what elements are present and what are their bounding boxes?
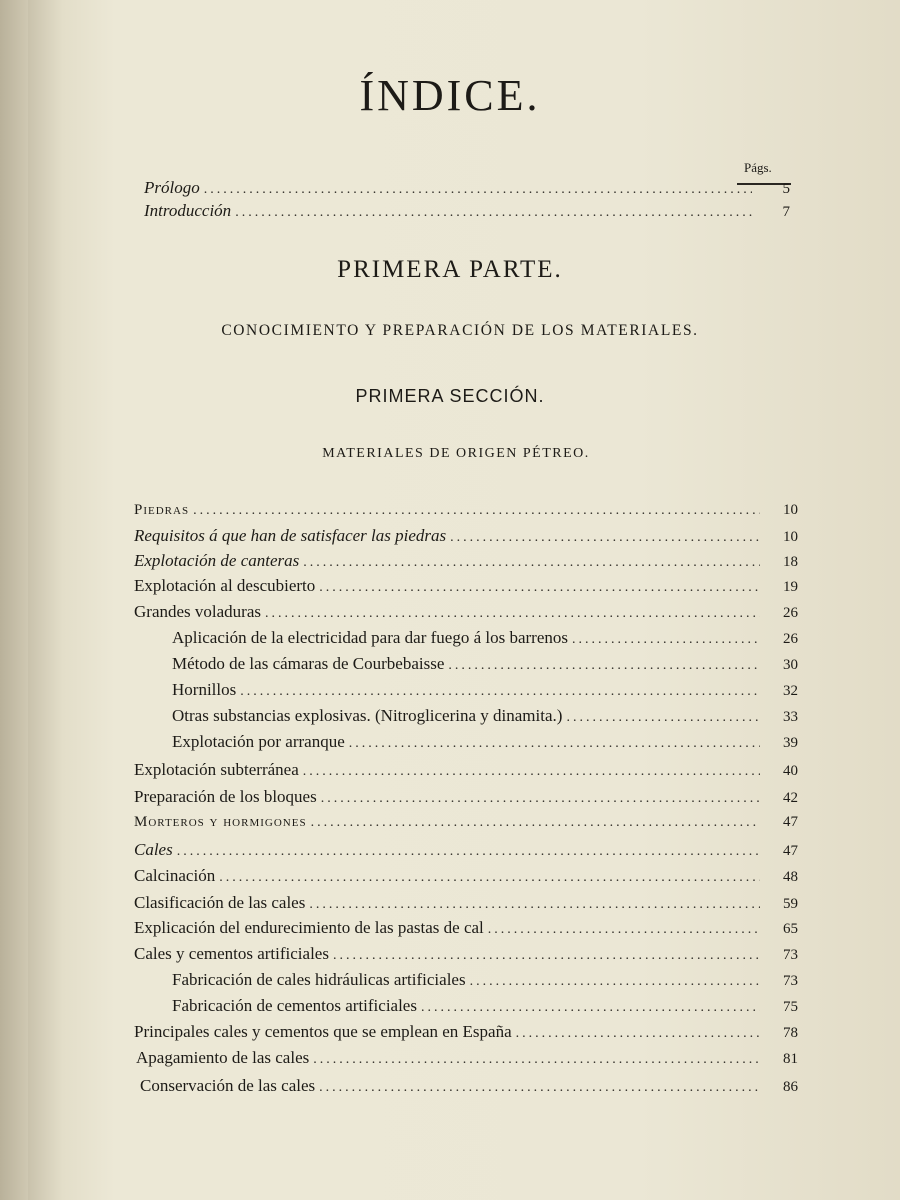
toc-entry-page: 47 xyxy=(783,814,798,830)
toc-entry-label: Explotación al descubierto xyxy=(134,576,316,595)
leader-dots xyxy=(303,555,760,571)
toc-entry-label: Conservación de las cales xyxy=(140,1076,316,1095)
section-title: PRIMERA SECCIÓN. xyxy=(355,386,545,406)
toc-entry xyxy=(134,602,798,622)
leader-dots xyxy=(240,684,760,700)
toc-entry xyxy=(134,814,798,831)
toc-entry xyxy=(134,893,798,913)
toc-entry-page: 48 xyxy=(783,869,798,885)
toc-entry xyxy=(140,1076,798,1096)
toc-entry-page: 5 xyxy=(782,181,790,197)
toc-subentry xyxy=(172,996,798,1016)
page-gutter xyxy=(0,0,28,1200)
toc-subentry xyxy=(172,654,798,674)
toc-entry-label: Principales cales y cementos que se emplean en España xyxy=(134,1022,512,1041)
toc-entry xyxy=(134,526,798,546)
toc-entry xyxy=(134,787,798,807)
toc-entry-page: 65 xyxy=(783,921,798,937)
toc-entry xyxy=(134,840,798,860)
toc-entry-page: 7 xyxy=(782,204,790,220)
section-subtitle: MATERIALES DE ORIGEN PÉTREO. xyxy=(322,446,590,461)
toc-subentry xyxy=(172,706,798,726)
index-title: ÍNDICE. xyxy=(359,71,541,120)
toc-entry-label: Explotación de canteras xyxy=(134,551,300,570)
toc-entry-page: 81 xyxy=(783,1051,798,1067)
toc-entry-page: 78 xyxy=(783,1025,798,1041)
toc-entry xyxy=(134,918,798,938)
toc-entry-page: 33 xyxy=(783,709,798,725)
leader-dots xyxy=(333,948,760,964)
toc-entry-label: Grandes voladuras xyxy=(134,602,261,621)
toc-entry-page: 10 xyxy=(783,529,798,545)
toc-entry xyxy=(134,866,798,886)
toc-entry-page: 26 xyxy=(783,631,798,647)
toc-entry-prologo xyxy=(144,178,790,198)
toc-subentry xyxy=(172,970,798,990)
toc-entry-page: 18 xyxy=(783,554,798,570)
toc-entry-label: Fabricación de cementos artificiales xyxy=(172,996,417,1015)
toc-subentry xyxy=(172,628,798,648)
toc-entry-introduccion xyxy=(144,201,790,221)
leader-dots xyxy=(311,815,760,831)
toc-entry-label: Fabricación de cales hidráulicas artificiales xyxy=(172,970,466,989)
toc-entry-label: Explicación del endurecimiento de las pastas de cal xyxy=(134,918,484,937)
toc-entry-page: 40 xyxy=(783,763,798,779)
toc-entry xyxy=(134,760,798,780)
toc-entry-page: 19 xyxy=(783,579,798,595)
toc-entry-page: 73 xyxy=(783,973,798,989)
toc-entry xyxy=(134,576,798,596)
toc-entry-label: Apagamiento de las cales xyxy=(136,1048,310,1067)
leader-dots xyxy=(204,182,752,198)
toc-entry-label: Método de las cámaras de Courbebaisse xyxy=(172,654,445,673)
part-subtitle: CONOCIMIENTO Y PREPARACIÓN DE LOS MATERIALES. xyxy=(221,322,699,339)
leader-dots xyxy=(349,736,760,752)
toc-entry-label: Hornillos xyxy=(172,680,237,699)
toc-entry-label: Calcinación xyxy=(134,866,216,885)
leader-dots xyxy=(572,632,760,648)
leader-dots xyxy=(265,606,760,622)
toc-entry-label: Introducción xyxy=(144,201,232,220)
toc-entry-label: Requisitos á que han de satisfacer las piedras xyxy=(134,526,447,545)
toc-entry-page: 32 xyxy=(783,683,798,699)
leader-dots xyxy=(450,530,760,546)
toc-entry-page: 26 xyxy=(783,605,798,621)
toc-entry xyxy=(136,1048,798,1068)
leader-dots xyxy=(313,1052,760,1068)
leader-dots xyxy=(319,580,760,596)
toc-entry-page: 86 xyxy=(783,1079,798,1095)
toc-entry-label: Piedras xyxy=(134,502,190,518)
toc-entry-page: 59 xyxy=(783,896,798,912)
toc-entry-page: 75 xyxy=(783,999,798,1015)
toc-entry-label: Morteros y hormigones xyxy=(134,814,307,830)
toc-entry-label: Explotación subterránea xyxy=(134,760,299,779)
toc-entry-label: Aplicación de la electricidad para dar fuego á los barrenos xyxy=(172,628,569,647)
toc-entry-page: 42 xyxy=(783,790,798,806)
leader-dots xyxy=(303,764,760,780)
toc-entry-page: 39 xyxy=(783,735,798,751)
leader-dots xyxy=(566,710,760,726)
leader-dots xyxy=(319,1080,760,1096)
leader-dots xyxy=(321,791,760,807)
toc-entry-page: 30 xyxy=(783,657,798,673)
toc-entry-label: Cales y cementos artificiales xyxy=(134,944,329,963)
toc-entry xyxy=(134,1022,798,1042)
leader-dots xyxy=(193,503,760,519)
leader-dots xyxy=(219,870,760,886)
toc-entry xyxy=(134,502,798,519)
leader-dots xyxy=(448,658,760,674)
toc-entry xyxy=(134,944,798,964)
leader-dots xyxy=(309,897,760,913)
toc-subentry xyxy=(172,732,798,752)
toc-entry-page: 73 xyxy=(783,947,798,963)
toc-entry-label: Explotación por arranque xyxy=(172,732,345,751)
leader-dots xyxy=(177,844,760,860)
toc-entry-label: Preparación de los bloques xyxy=(134,787,317,806)
leader-dots xyxy=(235,205,752,221)
toc-entry xyxy=(134,551,798,571)
toc-entry-label: Clasificación de las cales xyxy=(134,893,306,912)
leader-dots xyxy=(516,1026,760,1042)
toc-entry-label: Cales xyxy=(134,840,173,859)
toc-entry-label: Otras substancias explosivas. (Nitroglicerina y dinamita.) xyxy=(172,706,563,725)
toc-subentry xyxy=(172,680,798,700)
leader-dots xyxy=(421,1000,760,1016)
toc-entry-page: 10 xyxy=(783,502,798,518)
toc-entry-page: 47 xyxy=(783,843,798,859)
leader-dots xyxy=(488,922,760,938)
part-title: PRIMERA PARTE. xyxy=(337,256,563,283)
pages-column-label: Págs. xyxy=(744,160,772,175)
toc-entry-label: Prólogo xyxy=(144,178,200,197)
leader-dots xyxy=(470,974,760,990)
